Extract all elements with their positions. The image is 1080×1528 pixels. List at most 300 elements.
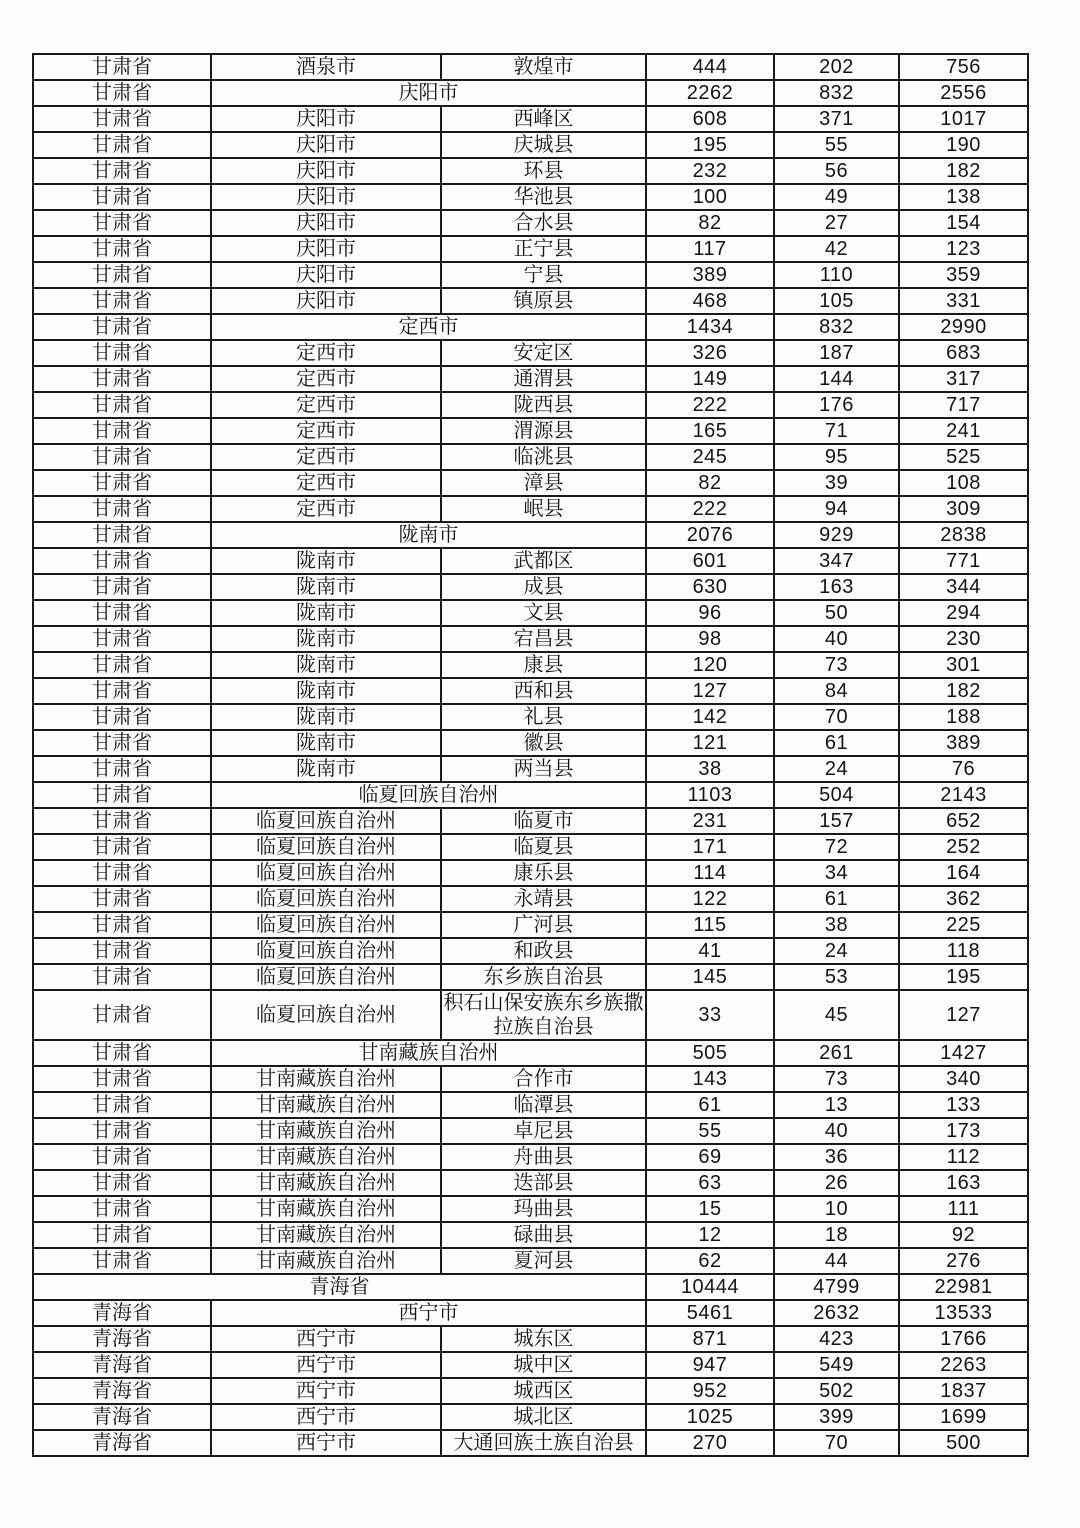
- value-cell-3: 309: [899, 496, 1028, 522]
- value-cell-2: 56: [774, 158, 899, 184]
- province-cell: 甘肃省: [33, 860, 211, 886]
- province-cell: 甘肃省: [33, 1040, 211, 1066]
- value-cell-1: 15: [646, 1196, 774, 1222]
- value-cell-2: 832: [774, 80, 899, 106]
- value-cell-3: 111: [899, 1196, 1028, 1222]
- province-cell: 甘肃省: [33, 704, 211, 730]
- value-cell-2: 18: [774, 1222, 899, 1248]
- county-cell: 正宁县: [441, 236, 646, 262]
- table-row: [33, 1274, 1028, 1300]
- value-cell-1: 270: [646, 1430, 774, 1456]
- province-cell: 甘肃省: [33, 158, 211, 184]
- table-row: [33, 990, 1028, 1040]
- province-cell: 青海省: [33, 1274, 646, 1300]
- value-cell-3: 756: [899, 54, 1028, 80]
- province-cell: 甘肃省: [33, 210, 211, 236]
- city-cell: 西宁市: [211, 1300, 646, 1326]
- value-cell-3: 118: [899, 938, 1028, 964]
- city-cell: 陇南市: [211, 756, 441, 782]
- city-cell: 庆阳市: [211, 288, 441, 314]
- value-cell-3: 173: [899, 1118, 1028, 1144]
- province-cell: 甘肃省: [33, 782, 211, 808]
- table-row: [33, 366, 1028, 392]
- value-cell-2: 50: [774, 600, 899, 626]
- value-cell-1: 952: [646, 1378, 774, 1404]
- value-cell-2: 832: [774, 314, 899, 340]
- province-cell: 甘肃省: [33, 418, 211, 444]
- value-cell-2: 70: [774, 704, 899, 730]
- value-cell-3: 344: [899, 574, 1028, 600]
- value-cell-2: 399: [774, 1404, 899, 1430]
- city-cell: 临夏回族自治州: [211, 782, 646, 808]
- province-cell: 甘肃省: [33, 1066, 211, 1092]
- value-cell-3: 182: [899, 678, 1028, 704]
- table-row: [33, 262, 1028, 288]
- table-row: [33, 522, 1028, 548]
- province-cell: 甘肃省: [33, 678, 211, 704]
- county-cell: 华池县: [441, 184, 646, 210]
- table-row: [33, 132, 1028, 158]
- province-cell: 甘肃省: [33, 808, 211, 834]
- value-cell-2: 4799: [774, 1274, 899, 1300]
- province-cell: 甘肃省: [33, 548, 211, 574]
- city-cell: 临夏回族自治州: [211, 808, 441, 834]
- value-cell-3: 138: [899, 184, 1028, 210]
- county-cell: 合作市: [441, 1066, 646, 1092]
- value-cell-3: 2838: [899, 522, 1028, 548]
- table-row: [33, 184, 1028, 210]
- value-cell-2: 55: [774, 132, 899, 158]
- province-cell: 甘肃省: [33, 496, 211, 522]
- city-cell: 庆阳市: [211, 210, 441, 236]
- city-cell: 定西市: [211, 340, 441, 366]
- county-cell: 城西区: [441, 1378, 646, 1404]
- province-cell: 青海省: [33, 1326, 211, 1352]
- province-cell: 甘肃省: [33, 132, 211, 158]
- city-cell: 临夏回族自治州: [211, 886, 441, 912]
- table-row: [33, 1040, 1028, 1066]
- value-cell-1: 195: [646, 132, 774, 158]
- county-cell: 环县: [441, 158, 646, 184]
- table-row: [33, 314, 1028, 340]
- table-row: [33, 626, 1028, 652]
- value-cell-2: 49: [774, 184, 899, 210]
- value-cell-2: 94: [774, 496, 899, 522]
- value-cell-3: 717: [899, 392, 1028, 418]
- city-cell: 甘南藏族自治州: [211, 1118, 441, 1144]
- table-row: [33, 652, 1028, 678]
- province-cell: 甘肃省: [33, 990, 211, 1040]
- province-cell: 甘肃省: [33, 756, 211, 782]
- city-cell: 定西市: [211, 314, 646, 340]
- city-cell: 甘南藏族自治州: [211, 1066, 441, 1092]
- city-cell: 西宁市: [211, 1378, 441, 1404]
- value-cell-1: 1025: [646, 1404, 774, 1430]
- city-cell: 临夏回族自治州: [211, 834, 441, 860]
- value-cell-2: 24: [774, 938, 899, 964]
- value-cell-1: 122: [646, 886, 774, 912]
- value-cell-3: 2990: [899, 314, 1028, 340]
- value-cell-3: 1427: [899, 1040, 1028, 1066]
- value-cell-2: 187: [774, 340, 899, 366]
- value-cell-3: 2143: [899, 782, 1028, 808]
- province-cell: 甘肃省: [33, 392, 211, 418]
- county-cell: 庆城县: [441, 132, 646, 158]
- county-cell: 安定区: [441, 340, 646, 366]
- value-cell-1: 82: [646, 210, 774, 236]
- table-row: [33, 730, 1028, 756]
- table-row: [33, 80, 1028, 106]
- value-cell-2: 36: [774, 1144, 899, 1170]
- city-cell: 西宁市: [211, 1352, 441, 1378]
- province-cell: 甘肃省: [33, 1248, 211, 1274]
- county-cell: 成县: [441, 574, 646, 600]
- county-cell: 临潭县: [441, 1092, 646, 1118]
- city-cell: 陇南市: [211, 600, 441, 626]
- value-cell-2: 27: [774, 210, 899, 236]
- city-cell: 定西市: [211, 444, 441, 470]
- county-cell: 城北区: [441, 1404, 646, 1430]
- county-cell: 东乡族自治县: [441, 964, 646, 990]
- value-cell-3: 182: [899, 158, 1028, 184]
- value-cell-2: 73: [774, 652, 899, 678]
- table-row: [33, 574, 1028, 600]
- city-cell: 临夏回族自治州: [211, 964, 441, 990]
- value-cell-1: 117: [646, 236, 774, 262]
- table-row: [33, 288, 1028, 314]
- county-cell: 西峰区: [441, 106, 646, 132]
- city-cell: 定西市: [211, 496, 441, 522]
- value-cell-2: 176: [774, 392, 899, 418]
- province-cell: 甘肃省: [33, 964, 211, 990]
- value-cell-3: 276: [899, 1248, 1028, 1274]
- city-cell: 定西市: [211, 470, 441, 496]
- value-cell-1: 10444: [646, 1274, 774, 1300]
- county-cell: 镇原县: [441, 288, 646, 314]
- province-cell: 青海省: [33, 1378, 211, 1404]
- city-cell: 庆阳市: [211, 184, 441, 210]
- value-cell-3: 525: [899, 444, 1028, 470]
- value-cell-1: 142: [646, 704, 774, 730]
- value-cell-3: 301: [899, 652, 1028, 678]
- value-cell-3: 241: [899, 418, 1028, 444]
- value-cell-1: 245: [646, 444, 774, 470]
- value-cell-1: 55: [646, 1118, 774, 1144]
- value-cell-1: 1103: [646, 782, 774, 808]
- province-cell: 甘肃省: [33, 366, 211, 392]
- province-cell: 甘肃省: [33, 106, 211, 132]
- value-cell-2: 929: [774, 522, 899, 548]
- value-cell-3: 92: [899, 1222, 1028, 1248]
- value-cell-3: 652: [899, 808, 1028, 834]
- value-cell-1: 2076: [646, 522, 774, 548]
- city-cell: 庆阳市: [211, 158, 441, 184]
- county-cell: 西和县: [441, 678, 646, 704]
- table-row: [33, 938, 1028, 964]
- value-cell-3: 389: [899, 730, 1028, 756]
- city-cell: 定西市: [211, 366, 441, 392]
- county-cell: 渭源县: [441, 418, 646, 444]
- province-cell: 甘肃省: [33, 470, 211, 496]
- value-cell-3: 154: [899, 210, 1028, 236]
- table-row: [33, 808, 1028, 834]
- table-row: [33, 1352, 1028, 1378]
- table-row: [33, 496, 1028, 522]
- county-cell: 礼县: [441, 704, 646, 730]
- province-cell: 甘肃省: [33, 912, 211, 938]
- county-cell: 夏河县: [441, 1248, 646, 1274]
- table-row: [33, 912, 1028, 938]
- county-cell: 宕昌县: [441, 626, 646, 652]
- city-cell: 临夏回族自治州: [211, 912, 441, 938]
- county-cell: 临洮县: [441, 444, 646, 470]
- county-cell: 临夏市: [441, 808, 646, 834]
- table-row: [33, 210, 1028, 236]
- table-row: [33, 1066, 1028, 1092]
- province-cell: 甘肃省: [33, 652, 211, 678]
- value-cell-1: 222: [646, 496, 774, 522]
- county-cell: 城中区: [441, 1352, 646, 1378]
- province-cell: 甘肃省: [33, 236, 211, 262]
- table-row: [33, 236, 1028, 262]
- value-cell-3: 22981: [899, 1274, 1028, 1300]
- city-cell: 甘南藏族自治州: [211, 1040, 646, 1066]
- province-cell: 甘肃省: [33, 184, 211, 210]
- value-cell-2: 13: [774, 1092, 899, 1118]
- value-cell-1: 5461: [646, 1300, 774, 1326]
- value-cell-1: 171: [646, 834, 774, 860]
- value-cell-3: 225: [899, 912, 1028, 938]
- city-cell: 庆阳市: [211, 132, 441, 158]
- province-cell: 青海省: [33, 1404, 211, 1430]
- value-cell-1: 96: [646, 600, 774, 626]
- city-cell: 临夏回族自治州: [211, 938, 441, 964]
- value-cell-2: 157: [774, 808, 899, 834]
- statistics-table: [32, 53, 1029, 1457]
- value-cell-3: 294: [899, 600, 1028, 626]
- county-cell: 通渭县: [441, 366, 646, 392]
- province-cell: 甘肃省: [33, 314, 211, 340]
- value-cell-2: 423: [774, 1326, 899, 1352]
- value-cell-3: 340: [899, 1066, 1028, 1092]
- province-cell: 青海省: [33, 1352, 211, 1378]
- value-cell-3: 500: [899, 1430, 1028, 1456]
- county-cell: 武都区: [441, 548, 646, 574]
- province-cell: 甘肃省: [33, 54, 211, 80]
- table-row: [33, 782, 1028, 808]
- value-cell-2: 61: [774, 886, 899, 912]
- province-cell: 甘肃省: [33, 1118, 211, 1144]
- value-cell-2: 45: [774, 990, 899, 1040]
- table-row: [33, 1170, 1028, 1196]
- value-cell-1: 222: [646, 392, 774, 418]
- value-cell-2: 24: [774, 756, 899, 782]
- value-cell-3: 2263: [899, 1352, 1028, 1378]
- value-cell-1: 389: [646, 262, 774, 288]
- value-cell-3: 164: [899, 860, 1028, 886]
- value-cell-3: 123: [899, 236, 1028, 262]
- value-cell-3: 683: [899, 340, 1028, 366]
- table-row: [33, 548, 1028, 574]
- table-row: [33, 600, 1028, 626]
- city-cell: 临夏回族自治州: [211, 860, 441, 886]
- value-cell-2: 70: [774, 1430, 899, 1456]
- city-cell: 甘南藏族自治州: [211, 1092, 441, 1118]
- value-cell-3: 362: [899, 886, 1028, 912]
- table-row: [33, 1092, 1028, 1118]
- value-cell-1: 232: [646, 158, 774, 184]
- value-cell-2: 73: [774, 1066, 899, 1092]
- table-row: [33, 1144, 1028, 1170]
- province-cell: 甘肃省: [33, 600, 211, 626]
- value-cell-1: 98: [646, 626, 774, 652]
- value-cell-3: 230: [899, 626, 1028, 652]
- province-cell: 甘肃省: [33, 262, 211, 288]
- table-row: [33, 834, 1028, 860]
- value-cell-2: 38: [774, 912, 899, 938]
- value-cell-1: 149: [646, 366, 774, 392]
- city-cell: 甘南藏族自治州: [211, 1144, 441, 1170]
- county-cell: 玛曲县: [441, 1196, 646, 1222]
- value-cell-3: 2556: [899, 80, 1028, 106]
- value-cell-2: 504: [774, 782, 899, 808]
- value-cell-2: 39: [774, 470, 899, 496]
- value-cell-1: 38: [646, 756, 774, 782]
- province-cell: 甘肃省: [33, 1196, 211, 1222]
- city-cell: 庆阳市: [211, 80, 646, 106]
- county-cell: 永靖县: [441, 886, 646, 912]
- county-cell: 临夏县: [441, 834, 646, 860]
- city-cell: 陇南市: [211, 704, 441, 730]
- city-cell: 陇南市: [211, 548, 441, 574]
- value-cell-3: 317: [899, 366, 1028, 392]
- table-row: [33, 964, 1028, 990]
- province-cell: 甘肃省: [33, 340, 211, 366]
- city-cell: 西宁市: [211, 1326, 441, 1352]
- value-cell-3: 1837: [899, 1378, 1028, 1404]
- value-cell-2: 261: [774, 1040, 899, 1066]
- city-cell: 定西市: [211, 418, 441, 444]
- province-cell: 甘肃省: [33, 288, 211, 314]
- province-cell: 甘肃省: [33, 1092, 211, 1118]
- county-cell: 漳县: [441, 470, 646, 496]
- city-cell: 庆阳市: [211, 236, 441, 262]
- value-cell-3: 359: [899, 262, 1028, 288]
- value-cell-2: 44: [774, 1248, 899, 1274]
- value-cell-3: 331: [899, 288, 1028, 314]
- value-cell-1: 326: [646, 340, 774, 366]
- county-cell: 舟曲县: [441, 1144, 646, 1170]
- province-cell: 甘肃省: [33, 626, 211, 652]
- table-row: [33, 1300, 1028, 1326]
- value-cell-3: 1699: [899, 1404, 1028, 1430]
- table-row: [33, 1222, 1028, 1248]
- value-cell-1: 444: [646, 54, 774, 80]
- value-cell-2: 502: [774, 1378, 899, 1404]
- table-body: [33, 54, 1028, 1456]
- county-cell: 宁县: [441, 262, 646, 288]
- value-cell-2: 53: [774, 964, 899, 990]
- table-row: [33, 470, 1028, 496]
- value-cell-3: 112: [899, 1144, 1028, 1170]
- value-cell-2: 95: [774, 444, 899, 470]
- province-cell: 青海省: [33, 1430, 211, 1456]
- value-cell-1: 121: [646, 730, 774, 756]
- county-cell: 卓尼县: [441, 1118, 646, 1144]
- county-cell: 广河县: [441, 912, 646, 938]
- value-cell-1: 41: [646, 938, 774, 964]
- county-cell: 岷县: [441, 496, 646, 522]
- value-cell-1: 947: [646, 1352, 774, 1378]
- province-cell: 甘肃省: [33, 938, 211, 964]
- value-cell-2: 347: [774, 548, 899, 574]
- value-cell-2: 40: [774, 1118, 899, 1144]
- city-cell: 定西市: [211, 392, 441, 418]
- value-cell-1: 2262: [646, 80, 774, 106]
- province-cell: 甘肃省: [33, 834, 211, 860]
- table-row: [33, 54, 1028, 80]
- county-cell: 迭部县: [441, 1170, 646, 1196]
- value-cell-1: 62: [646, 1248, 774, 1274]
- table-row: [33, 1378, 1028, 1404]
- value-cell-2: 2632: [774, 1300, 899, 1326]
- value-cell-3: 1766: [899, 1326, 1028, 1352]
- value-cell-1: 165: [646, 418, 774, 444]
- city-cell: 陇南市: [211, 678, 441, 704]
- value-cell-1: 69: [646, 1144, 774, 1170]
- value-cell-3: 133: [899, 1092, 1028, 1118]
- table-row: [33, 340, 1028, 366]
- table-row: [33, 704, 1028, 730]
- value-cell-2: 61: [774, 730, 899, 756]
- value-cell-2: 549: [774, 1352, 899, 1378]
- value-cell-3: 127: [899, 990, 1028, 1040]
- city-cell: 陇南市: [211, 574, 441, 600]
- value-cell-1: 127: [646, 678, 774, 704]
- city-cell: 甘南藏族自治州: [211, 1170, 441, 1196]
- city-cell: 陇南市: [211, 730, 441, 756]
- value-cell-1: 505: [646, 1040, 774, 1066]
- county-cell: 两当县: [441, 756, 646, 782]
- province-cell: 青海省: [33, 1300, 211, 1326]
- table-row: [33, 418, 1028, 444]
- value-cell-1: 82: [646, 470, 774, 496]
- value-cell-3: 13533: [899, 1300, 1028, 1326]
- value-cell-1: 115: [646, 912, 774, 938]
- value-cell-1: 1434: [646, 314, 774, 340]
- value-cell-2: 144: [774, 366, 899, 392]
- value-cell-1: 100: [646, 184, 774, 210]
- table-row: [33, 1196, 1028, 1222]
- value-cell-2: 26: [774, 1170, 899, 1196]
- county-cell: 和政县: [441, 938, 646, 964]
- value-cell-2: 42: [774, 236, 899, 262]
- value-cell-3: 195: [899, 964, 1028, 990]
- value-cell-2: 163: [774, 574, 899, 600]
- city-cell: 甘南藏族自治州: [211, 1196, 441, 1222]
- city-cell: 庆阳市: [211, 262, 441, 288]
- value-cell-3: 252: [899, 834, 1028, 860]
- county-cell: 文县: [441, 600, 646, 626]
- table-row: [33, 392, 1028, 418]
- county-cell: 城东区: [441, 1326, 646, 1352]
- value-cell-3: 190: [899, 132, 1028, 158]
- province-cell: 甘肃省: [33, 1144, 211, 1170]
- county-cell: 积石山保安族东乡族撒拉族自治县: [441, 990, 646, 1040]
- county-cell: 敦煌市: [441, 54, 646, 80]
- value-cell-2: 34: [774, 860, 899, 886]
- value-cell-1: 143: [646, 1066, 774, 1092]
